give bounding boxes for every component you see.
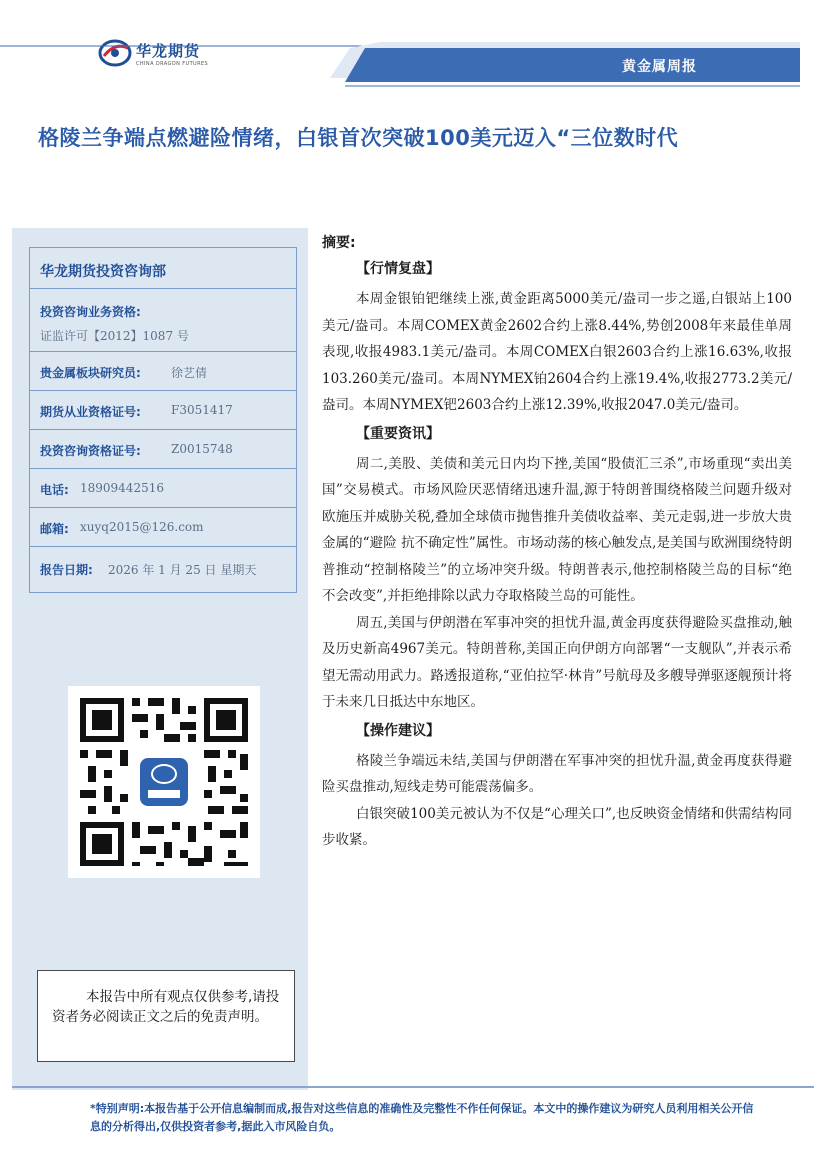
dept-name: 华龙期货投资咨询部 <box>40 264 166 280</box>
paragraph-advice-1: 格陵兰争端远未结,美国与伊朗潜在军事冲突的担忧升温,黄金再度获得避险买盘推动,短线走势可能震荡偏多。 <box>322 752 792 795</box>
header-band <box>0 34 826 90</box>
dept-header <box>30 248 296 289</box>
footer-disclaimer: *特别声明:本报告基于公开信息编制而成,报告对这些信息的准确性及完整性不作任何保证。本文中的操作建议为研究人员利用相关公开信息的分析得出,仅供投资者参考,据此入市风险自负。 <box>90 1102 754 1133</box>
disclaimer-box <box>37 970 295 1062</box>
info-row-advisory-cert: 投资咨询资格证号: Z0015748 <box>30 430 296 469</box>
qr-code-icon <box>68 686 260 878</box>
disclaimer-text: 本报告中所有观点仅供参考,请投资者务必阅读正文之后的免责声明。 <box>52 989 280 1025</box>
report-type-label: 黄金属周报 <box>622 59 697 75</box>
info-row-researcher: 贵金属板块研究员: 徐艺倩 <box>30 352 296 391</box>
section-heading-news: 【重要资讯】 <box>356 425 440 442</box>
main-content <box>322 232 792 848</box>
analyst-info-box <box>29 247 297 593</box>
info-row-futures-cert: 期货从业资格证号: F3051417 <box>30 391 296 430</box>
info-row-qualification: 投资咨询业务资格: 证监许可【2012】1087 号 <box>30 289 296 352</box>
info-row-date: 报告日期: 2026 年 1 月 25 日 星期天 <box>40 563 257 577</box>
summary-label: 摘要: <box>322 235 356 251</box>
paragraph-news-1: 周二,美股、美债和美元日内均下挫,美国“股债汇三杀”,市场重现“卖出美国”交易模式。市场风险厌恶情绪迅速升温,源于特朗普围绕格陵兰问题升级对欧施压并威胁关税,叠加全球债市抛售推升美债收益率、美元走弱,进一步放大贵金属的“避险 抗不确定性”属性。市场动荡的核心触发点,是美国与欧洲围绕特朗普推动“控制格陵兰”的立场冲突升级。特朗普表示,他控制格陵兰岛的目标“绝不会改变”,并拒绝排除以武力夺取格陵兰岛的可能性。 <box>322 455 792 604</box>
info-row-email: 邮箱: xuyq2015@126.com <box>30 508 296 547</box>
section-heading-market: 【行情复盘】 <box>356 261 440 277</box>
section-heading-advice: 【操作建议】 <box>356 722 440 739</box>
brand-name-en: CHINA DRAGON FUTURES <box>136 61 209 67</box>
paragraph-news-2: 周五,美国与伊朗潜在军事冲突的担忧升温,黄金再度获得避险买盘推动,触及历史新高4967美元。特朗普称,美国正向伊朗方向部署“一支舰队”,并表示希望无需动用武力。路透报道称,“亚伯拉罕·林肯”号航母及多艘导弹驱逐舰预计将于未来几日抵达中东地区。 <box>322 614 792 710</box>
brand-name-cn: 华龙期货 <box>136 42 201 60</box>
paragraph-advice-2: 白银突破100美元被认为不仅是“心理关口”,也反映资金情绪和供需结构同步收紧。 <box>322 805 792 848</box>
paragraph-market: 本周金银铂钯继续上涨,黄金距离5000美元/盎司一步之遥,白银站上100美元/盎司。本周COMEX黄金2602合约上涨8.44%,势创2008年来最佳单周表现,收报4983.1美元/盎司。本周COMEX白银2603合约上涨16.63%,收报103.260美元/盎司。本周NYMEX铂2604合约上涨19.4%,收报2773.2美元/盎司。本周NYMEX钯2603合约上涨12.39%,收报2047.0美元/盎司。 <box>322 291 792 413</box>
info-row-phone: 电话: 18909442516 <box>30 469 296 508</box>
footer-divider <box>12 1086 814 1088</box>
report-title: 格陵兰争端点燃避险情绪，白银首次突破100美元迈入“三位数时代 <box>38 126 679 150</box>
